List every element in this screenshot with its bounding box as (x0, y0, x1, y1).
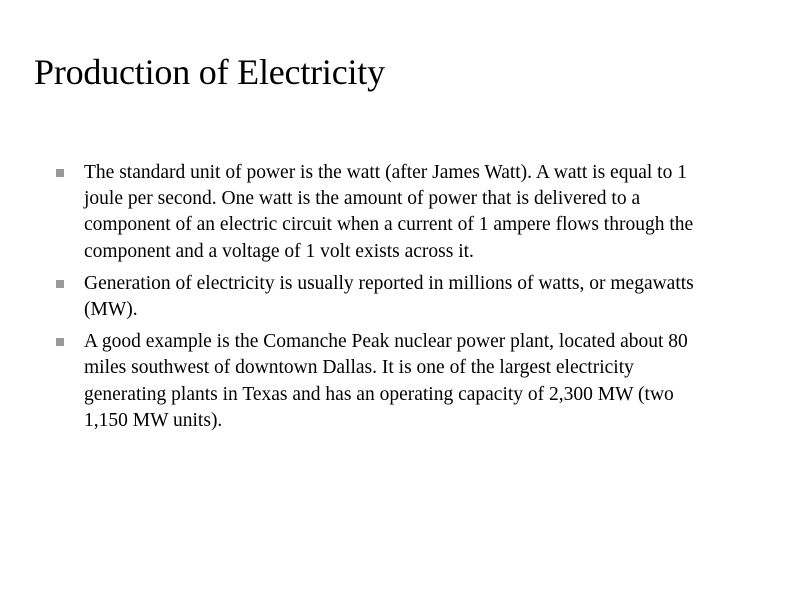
bullet-text: A good example is the Comanche Peak nuclear power plant, located about 80 miles southwest of downtown Dallas. It is one of the largest electricity generating plants in Texas and has an operating capacity of 2,300 MW (two 1,150 MW units). (84, 331, 688, 431)
bullet-item-comanche-peak (54, 329, 714, 434)
bullet-item-watt-definition (54, 160, 714, 265)
bullet-text: Generation of electricity is usually reported in millions of watts, or megawatts (MW). (84, 272, 694, 321)
bullet-item-megawatts (54, 271, 714, 323)
square-bullet-icon (56, 280, 64, 288)
square-bullet-icon (56, 338, 64, 346)
slide-title: Production of Electricity (34, 52, 385, 92)
bullet-list (54, 160, 714, 440)
square-bullet-icon (56, 169, 64, 177)
bullet-text: The standard unit of power is the watt (after James Watt). A watt is equal to 1 joule per second. One watt is the amount of power that is delivered to a component of an electric circuit when a current of 1 ampere flows through the component and a voltage of 1 volt exists across it. (84, 162, 694, 262)
